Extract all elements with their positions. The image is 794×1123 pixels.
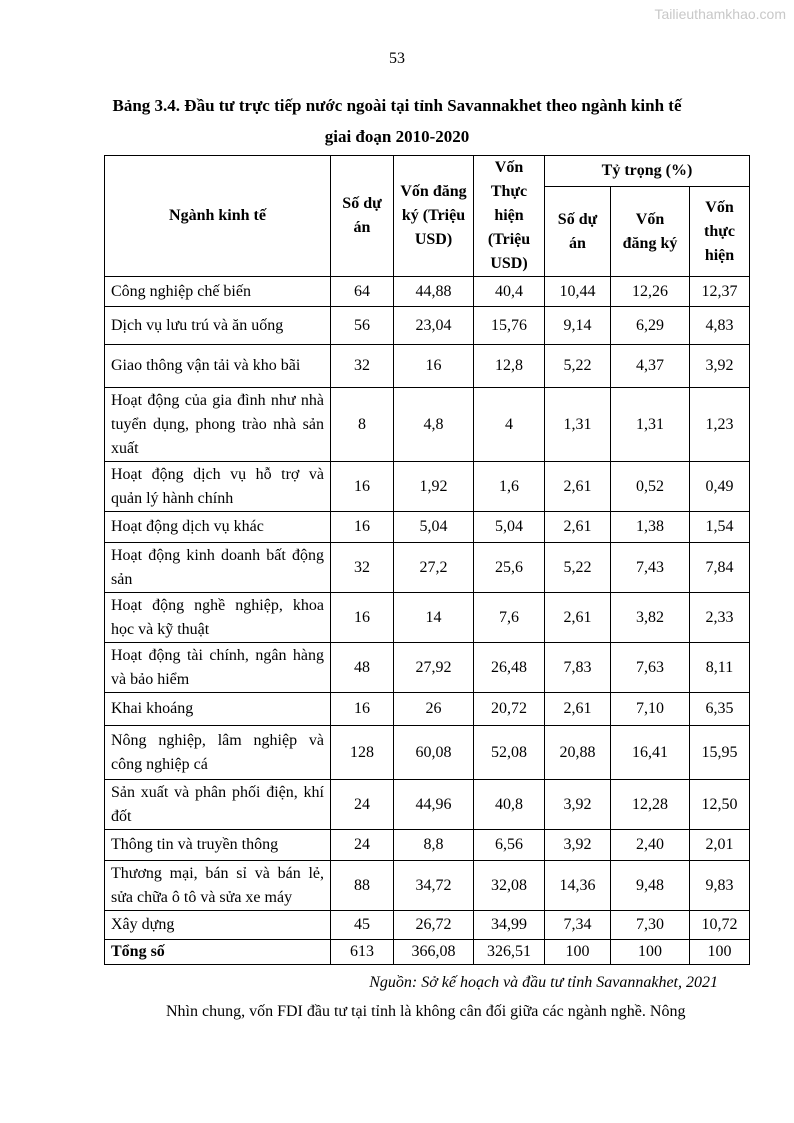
cell-realized: 32,08 — [474, 861, 545, 911]
cell-sector: Nông nghiệp, lâm nghiệp và công nghiệp cá — [105, 726, 331, 780]
cell-registered: 44,88 — [394, 277, 474, 307]
cell-sector: Hoạt động nghề nghiệp, khoa học và kỹ thuật — [105, 593, 331, 643]
cell-realized: 15,76 — [474, 307, 545, 345]
table-row — [105, 543, 750, 593]
cell-share-registered: 1,31 — [611, 388, 690, 462]
cell-sector: Thông tin và truyền thông — [105, 830, 331, 861]
cell-realized: 26,48 — [474, 643, 545, 693]
cell-share-projects: 2,61 — [545, 512, 611, 543]
cell-share-projects: 3,92 — [545, 780, 611, 830]
cell-share-realized: 3,92 — [690, 345, 750, 388]
cell-realized: 52,08 — [474, 726, 545, 780]
header-share-group: Tỷ trọng (%) — [545, 156, 750, 187]
cell-share-registered: 4,37 — [611, 345, 690, 388]
cell-share-registered: 9,48 — [611, 861, 690, 911]
cell-realized: 4 — [474, 388, 545, 462]
cell-registered: 14 — [394, 593, 474, 643]
cell-sector: Hoạt động của gia đình như nhà tuyển dụng, phong trào nhà sản xuất — [105, 388, 331, 462]
cell-share-projects: 20,88 — [545, 726, 611, 780]
cell-share-realized: 10,72 — [690, 911, 750, 940]
cell-realized: 34,99 — [474, 911, 545, 940]
cell-realized: 1,6 — [474, 462, 545, 512]
header-registered: Vốn đăng ký (Triệu USD) — [394, 156, 474, 277]
cell-share-realized: 0,49 — [690, 462, 750, 512]
cell-registered: 5,04 — [394, 512, 474, 543]
table-row — [105, 462, 750, 512]
cell-share-realized: 6,35 — [690, 693, 750, 726]
cell-projects: 8 — [331, 388, 394, 462]
fdi-sector-table — [104, 155, 750, 965]
cell-sector: Công nghiệp chế biến — [105, 277, 331, 307]
cell-registered: 8,8 — [394, 830, 474, 861]
table-row — [105, 861, 750, 911]
cell-registered: 26,72 — [394, 911, 474, 940]
cell-share-registered: 7,43 — [611, 543, 690, 593]
cell-registered: 26 — [394, 693, 474, 726]
cell-share-registered: 7,30 — [611, 911, 690, 940]
cell-realized: 40,4 — [474, 277, 545, 307]
cell-total-realized: 326,51 — [474, 940, 545, 965]
cell-sector: Sản xuất và phân phối điện, khí đốt — [105, 780, 331, 830]
cell-realized: 6,56 — [474, 830, 545, 861]
cell-share-projects: 7,34 — [545, 911, 611, 940]
cell-share-projects: 10,44 — [545, 277, 611, 307]
cell-share-projects: 14,36 — [545, 861, 611, 911]
watermark: Tailieuthamkhao.com — [654, 6, 786, 22]
header-share-projects: Số dự án — [545, 187, 611, 277]
header-sector: Ngành kinh tế — [105, 156, 331, 277]
cell-projects: 24 — [331, 780, 394, 830]
cell-share-projects: 5,22 — [545, 345, 611, 388]
cell-share-registered: 12,28 — [611, 780, 690, 830]
cell-registered: 16 — [394, 345, 474, 388]
table-row — [105, 780, 750, 830]
cell-projects: 48 — [331, 643, 394, 693]
header-realized: Vốn Thực hiện (Triệu USD) — [474, 156, 545, 277]
cell-sector: Hoạt động dịch vụ khác — [105, 512, 331, 543]
table-total-row — [105, 940, 750, 965]
cell-projects: 16 — [331, 593, 394, 643]
cell-realized: 20,72 — [474, 693, 545, 726]
cell-share-realized: 15,95 — [690, 726, 750, 780]
header-row-1 — [105, 156, 750, 187]
cell-share-realized: 1,23 — [690, 388, 750, 462]
cell-projects: 16 — [331, 693, 394, 726]
cell-realized: 40,8 — [474, 780, 545, 830]
table-row — [105, 388, 750, 462]
table-row — [105, 345, 750, 388]
cell-share-realized: 7,84 — [690, 543, 750, 593]
cell-sector: Giao thông vận tải và kho bãi — [105, 345, 331, 388]
cell-share-realized: 1,54 — [690, 512, 750, 543]
cell-share-registered: 0,52 — [611, 462, 690, 512]
cell-share-projects: 2,61 — [545, 593, 611, 643]
cell-registered: 44,96 — [394, 780, 474, 830]
cell-registered: 4,8 — [394, 388, 474, 462]
header-share-registered: Vốn đăng ký — [611, 187, 690, 277]
cell-sector: Dịch vụ lưu trú và ăn uống — [105, 307, 331, 345]
cell-share-realized: 2,33 — [690, 593, 750, 643]
cell-share-realized: 4,83 — [690, 307, 750, 345]
cell-projects: 16 — [331, 462, 394, 512]
table-row — [105, 643, 750, 693]
cell-share-projects: 1,31 — [545, 388, 611, 462]
cell-total-projects: 613 — [331, 940, 394, 965]
table-row — [105, 693, 750, 726]
table-caption-line2: giai đoạn 2010-2020 — [324, 127, 470, 146]
cell-projects: 24 — [331, 830, 394, 861]
cell-share-projects: 5,22 — [545, 543, 611, 593]
cell-registered: 1,92 — [394, 462, 474, 512]
cell-projects: 16 — [331, 512, 394, 543]
body-paragraph: Nhìn chung, vốn FDI đầu tư tại tỉnh là không cân đối giữa các ngành nghề. Nông — [166, 1003, 686, 1020]
cell-share-projects: 3,92 — [545, 830, 611, 861]
cell-projects: 56 — [331, 307, 394, 345]
table-row — [105, 512, 750, 543]
cell-share-projects: 2,61 — [545, 462, 611, 512]
cell-sector: Hoạt động kinh doanh bất động sản — [105, 543, 331, 593]
table-row — [105, 593, 750, 643]
cell-share-registered: 16,41 — [611, 726, 690, 780]
cell-realized: 5,04 — [474, 512, 545, 543]
cell-realized: 12,8 — [474, 345, 545, 388]
cell-projects: 128 — [331, 726, 394, 780]
header-share-realized: Vốn thực hiện — [690, 187, 750, 277]
cell-total-share-registered: 100 — [611, 940, 690, 965]
table-row — [105, 830, 750, 861]
cell-total-label: Tổng số — [105, 940, 331, 965]
cell-registered: 23,04 — [394, 307, 474, 345]
cell-sector: Xây dựng — [105, 911, 331, 940]
cell-registered: 34,72 — [394, 861, 474, 911]
cell-share-registered: 7,63 — [611, 643, 690, 693]
cell-share-realized: 2,01 — [690, 830, 750, 861]
cell-share-realized: 12,37 — [690, 277, 750, 307]
cell-share-realized: 12,50 — [690, 780, 750, 830]
cell-total-share-realized: 100 — [690, 940, 750, 965]
cell-share-projects: 2,61 — [545, 693, 611, 726]
table-row — [105, 277, 750, 307]
cell-projects: 32 — [331, 543, 394, 593]
cell-registered: 27,2 — [394, 543, 474, 593]
cell-registered: 60,08 — [394, 726, 474, 780]
cell-sector: Thương mại, bán sỉ và bán lẻ, sửa chữa ô tô và sửa xe máy — [105, 861, 331, 911]
table-caption-line1: Bảng 3.4. Đầu tư trực tiếp nước ngoài tại tỉnh Savannakhet theo ngành kinh tế — [112, 96, 682, 115]
cell-share-registered: 2,40 — [611, 830, 690, 861]
cell-total-registered: 366,08 — [394, 940, 474, 965]
table-row — [105, 726, 750, 780]
cell-projects: 64 — [331, 277, 394, 307]
cell-share-registered: 6,29 — [611, 307, 690, 345]
cell-sector: Hoạt động tài chính, ngân hàng và bảo hiểm — [105, 643, 331, 693]
cell-total-share-projects: 100 — [545, 940, 611, 965]
cell-share-registered: 1,38 — [611, 512, 690, 543]
header-projects: Số dự án — [331, 156, 394, 277]
cell-share-realized: 9,83 — [690, 861, 750, 911]
cell-projects: 88 — [331, 861, 394, 911]
cell-projects: 32 — [331, 345, 394, 388]
cell-share-realized: 8,11 — [690, 643, 750, 693]
page-number: 53 — [389, 50, 405, 67]
cell-projects: 45 — [331, 911, 394, 940]
table-row — [105, 911, 750, 940]
cell-registered: 27,92 — [394, 643, 474, 693]
table-row — [105, 307, 750, 345]
cell-sector: Hoạt động dịch vụ hỗ trợ và quản lý hành chính — [105, 462, 331, 512]
cell-share-registered: 7,10 — [611, 693, 690, 726]
table-source-note: Nguồn: Sở kế hoạch và đầu tư tỉnh Savannakhet, 2021 — [369, 974, 718, 991]
cell-sector: Khai khoáng — [105, 693, 331, 726]
cell-share-registered: 3,82 — [611, 593, 690, 643]
cell-share-registered: 12,26 — [611, 277, 690, 307]
cell-share-projects: 9,14 — [545, 307, 611, 345]
cell-realized: 25,6 — [474, 543, 545, 593]
cell-realized: 7,6 — [474, 593, 545, 643]
cell-share-projects: 7,83 — [545, 643, 611, 693]
